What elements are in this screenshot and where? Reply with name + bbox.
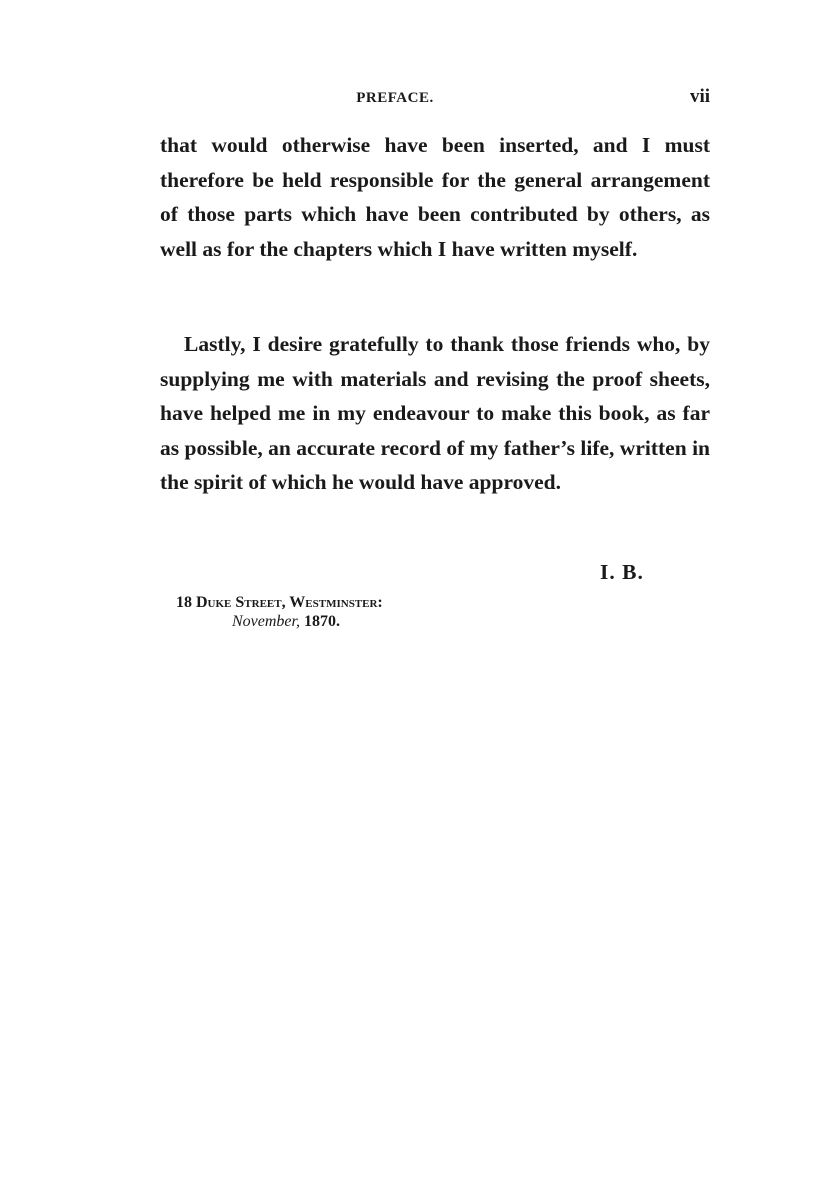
paragraph-acknowledgement: Lastly, I desire gratefully to thank those friends who, by supplying me with materials and revising the proof sheets, have helped me in my endeavour to make this book, as far as possible, an accurate record of my father’s life, written in the spirit of which he would have approved.	[160, 332, 710, 494]
running-head	[160, 88, 710, 112]
date-month: November,	[232, 613, 300, 630]
address-line	[176, 592, 383, 613]
paragraph-continued: that would otherwise have been inserted, and I must therefore be held responsible for the general arrangement of those parts which have been contributed by others, as well as for the chapters which I have written myself.	[160, 133, 710, 261]
running-title: PREFACE.	[356, 90, 434, 106]
date-year: 1870.	[303, 613, 340, 630]
page-number: vii	[689, 86, 710, 107]
author-signature: I. B.	[600, 560, 644, 584]
date-line	[232, 613, 340, 631]
address-street: 18 Duke Street, Westminster:	[176, 594, 383, 611]
